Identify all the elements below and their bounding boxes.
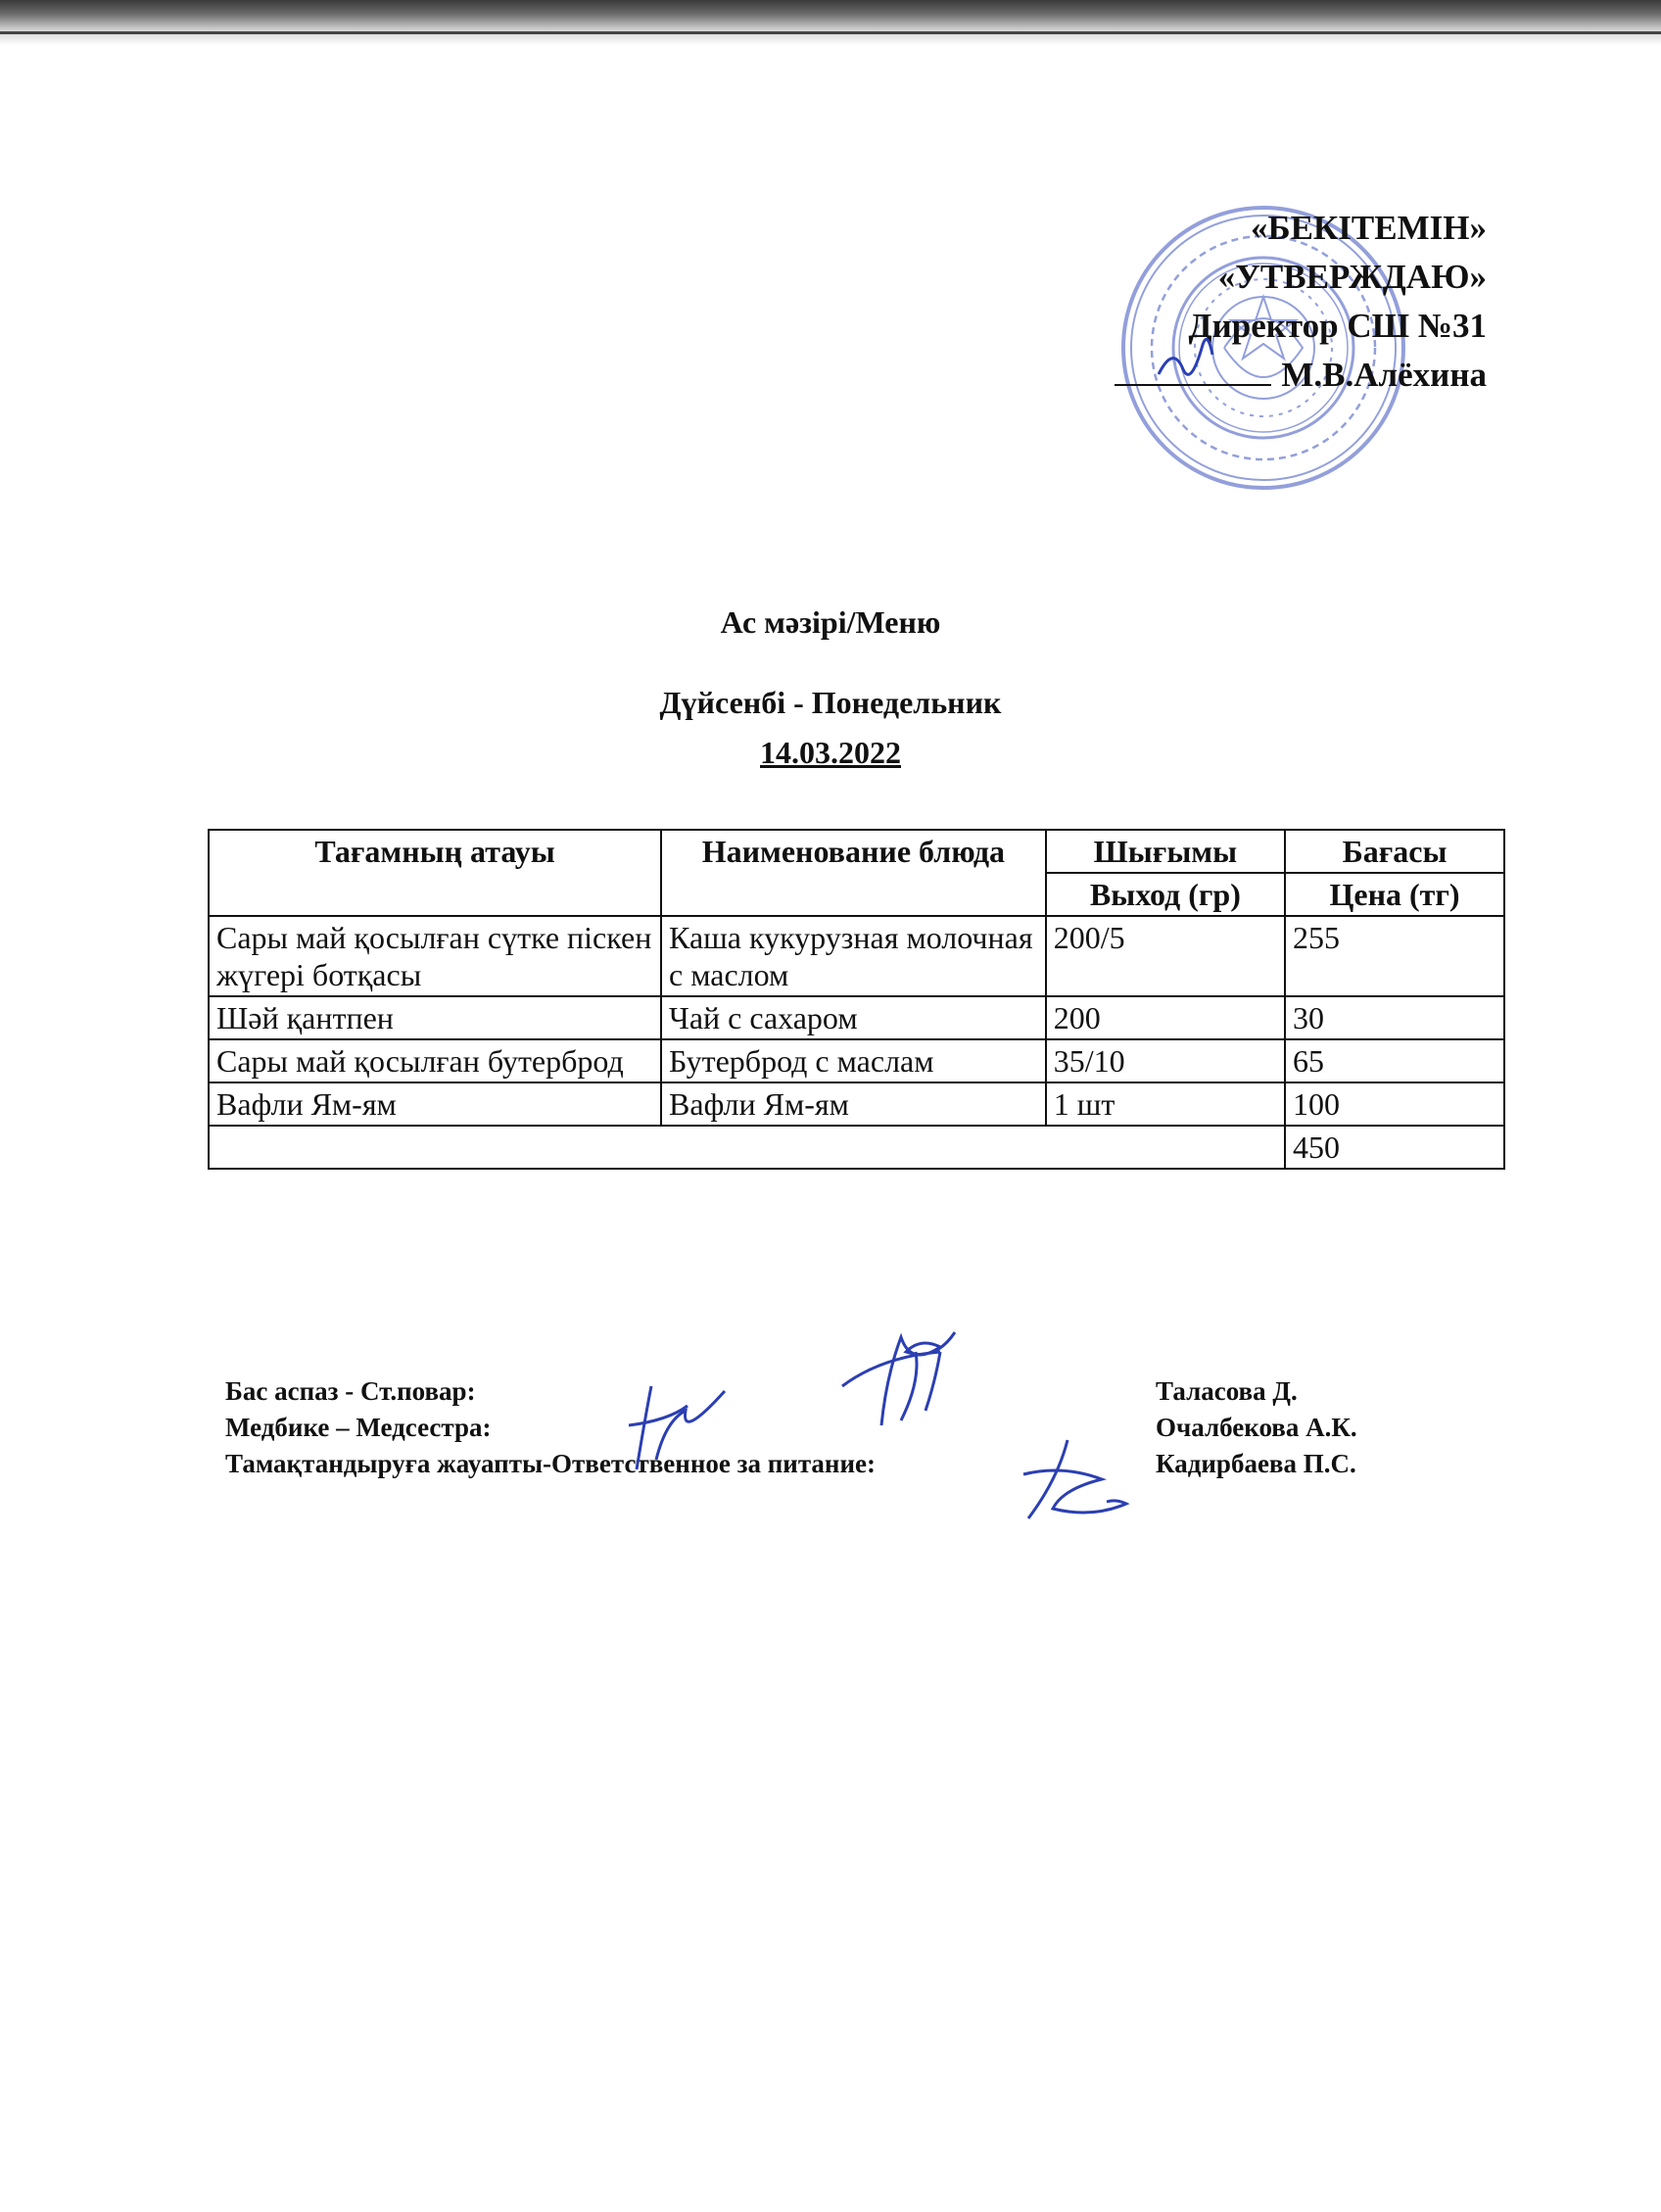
- cell-name-ru: Чай с сахаром: [661, 996, 1046, 1039]
- director-position: Директор СШ №31: [1188, 307, 1487, 345]
- approve-ru: «УТВЕРЖДАЮ»: [1217, 258, 1487, 296]
- total-empty-cell: [209, 1126, 1285, 1169]
- cell-name-kz: Сары май қосылған бутерброд: [209, 1039, 661, 1082]
- menu-table: [208, 829, 1505, 1170]
- menu-title: Ас мәзірі/Меню: [720, 604, 941, 640]
- table-header-row: [209, 830, 1504, 873]
- responsible-signature: [1019, 1435, 1175, 1523]
- nurse-signature: [617, 1371, 735, 1479]
- menu-day: Дүйсенбі - Понедельник: [659, 685, 1002, 720]
- signature-name: Кадирбаева П.С.: [1156, 1449, 1356, 1478]
- scan-edge: [0, 0, 1661, 45]
- cell-yield: 200: [1046, 996, 1285, 1039]
- signature-name: Таласова Д.: [1156, 1376, 1298, 1406]
- cell-yield: 35/10: [1046, 1039, 1285, 1082]
- cell-name-ru: Бутерброд с маслам: [661, 1039, 1046, 1082]
- cell-name-kz: Сары май қосылған сүтке піскен жүгері ботқасы: [209, 916, 661, 996]
- col-header-yield-kz: Шығымы: [1046, 830, 1285, 873]
- signature-role: Медбике – Медсестра:: [225, 1413, 492, 1442]
- table-total-row: [209, 1126, 1504, 1169]
- col-header-name-kz: Тағамның атауы: [209, 830, 661, 916]
- cell-price: 65: [1285, 1039, 1504, 1082]
- cell-name-ru: Вафли Ям-ям: [661, 1082, 1046, 1126]
- cell-name-kz: Шәй қантпен: [209, 996, 661, 1039]
- table-row: [209, 916, 1504, 996]
- cell-price: 30: [1285, 996, 1504, 1039]
- director-signature: [1154, 335, 1222, 384]
- cell-total: 450: [1285, 1126, 1504, 1169]
- cell-yield: 1 шт: [1046, 1082, 1285, 1126]
- col-header-price-ru: Цена (тг): [1285, 873, 1504, 916]
- chef-signature: [823, 1318, 970, 1435]
- col-header-price-kz: Бағасы: [1285, 830, 1504, 873]
- cell-price: 100: [1285, 1082, 1504, 1126]
- table-row: [209, 1082, 1504, 1126]
- signature-row: [225, 1449, 1430, 1485]
- signature-name: Очалбекова А.К.: [1156, 1413, 1357, 1442]
- director-name: М.В.Алёхина: [1281, 356, 1487, 394]
- director-signature-line: [1115, 355, 1271, 386]
- menu-date: 14.03.2022: [760, 735, 901, 770]
- table-row: [209, 1039, 1504, 1082]
- signature-role: Тамақтандыруға жауапты-Ответственное за питание:: [225, 1449, 877, 1478]
- cell-name-ru: Каша кукурузная молочная с маслом: [661, 916, 1046, 996]
- table-row: [209, 996, 1504, 1039]
- col-header-name-ru: Наименование блюда: [661, 830, 1046, 916]
- cell-price: 255: [1285, 916, 1504, 996]
- approve-kz: «БЕКІТЕМІН»: [1250, 209, 1487, 247]
- cell-yield: 200/5: [1046, 916, 1285, 996]
- cell-name-kz: Вафли Ям-ям: [209, 1082, 661, 1126]
- approval-block: [1115, 204, 1487, 400]
- signature-role: Бас аспаз - Ст.повар:: [225, 1376, 476, 1406]
- col-header-yield-ru: Выход (гр): [1046, 873, 1285, 916]
